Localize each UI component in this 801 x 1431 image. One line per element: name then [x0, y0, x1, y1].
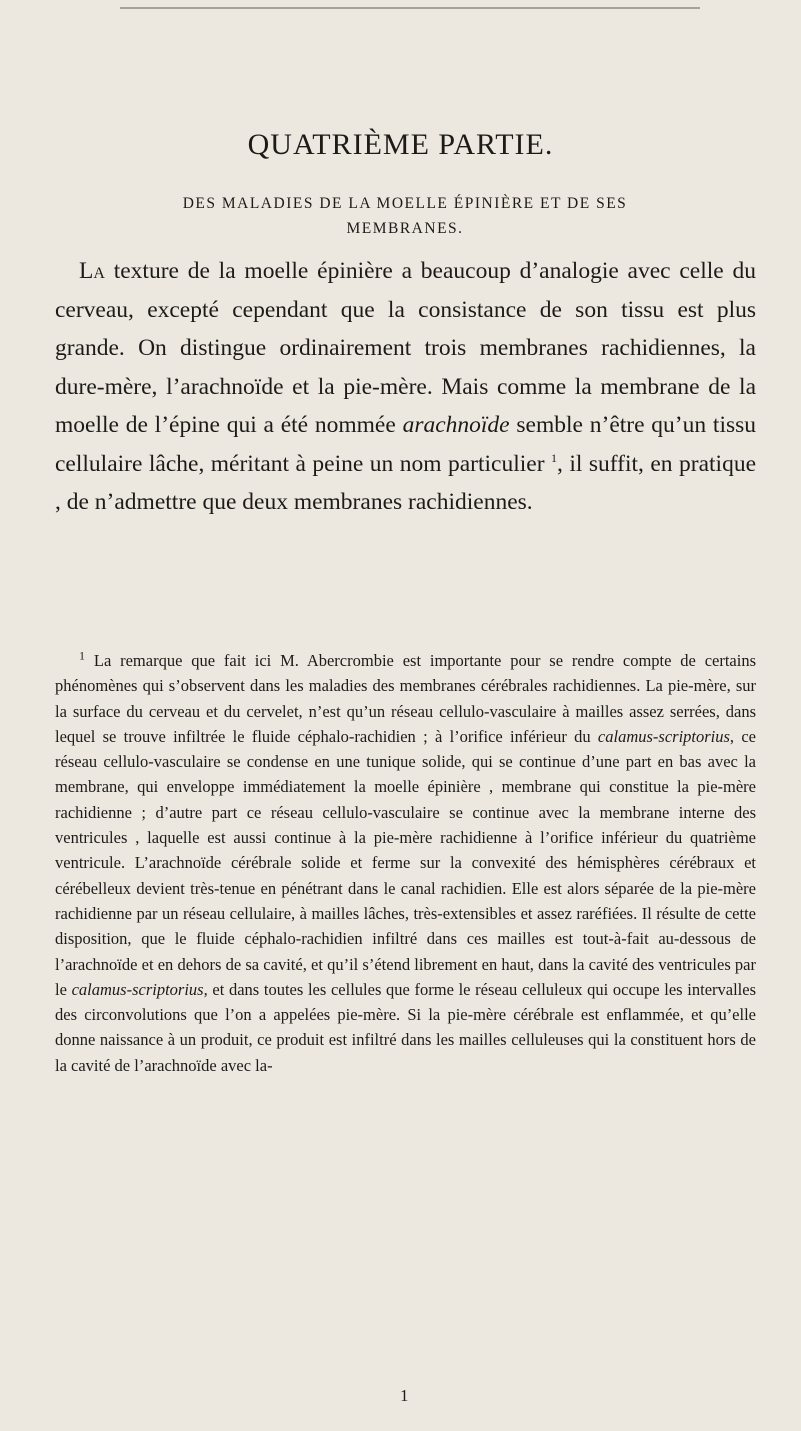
main-paragraph [55, 252, 756, 522]
top-rule [120, 7, 700, 9]
footnote-text-2: , ce réseau cellulo-vasculaire se condense en une tunique solide, qui se continue d’une part en bas avec la membrane, qui enveloppe immédiatement la moelle épinière , membrane qui constitue la pie-mère rachidienne ; d’autre part ce réseau cellulo-vasculaire se continue avec la membrane interne des ventricules , laquelle est aussi continue à la pie-mère rachidienne à l’orifice inférieur du quatrième ventricule. L’arachnoïde cérébrale solide et ferme sur la convexité des hémisphères cérébraux et cérébelleux devient très-tenue en pénétrant dans le canal rachidien. Elle est alors séparée de la pie-mère rachidienne par un réseau cellulaire, à mailles lâches, très-extensibles et assez raréfiées. Il résulte de cette disposition, que le fluide céphalo-rachidien infiltré dans ces mailles est tout-à-fait au-dessous de l’arachnoïde et en dehors de sa cavité, et qu’il s’étend librement en haut, dans la cavité des ventricules par le [55, 726, 756, 999]
footnote-text-1: La remarque que fait ici M. Abercrombie est importante pour se rendre compte de certains phénomènes qui s’observent dans les maladies des membranes cérébrales rachidiennes. La pie-mère, sur la surface du cerveau et du cervelet, n’est qu’un réseau cellulo-vasculaire à mailles assez serrées, dans lequel se trouve infiltrée le fluide céphalo-rachidien ; à l’orifice inférieur du [55, 651, 757, 746]
paragraph-italic-term: arachnoïde [402, 412, 510, 438]
footnote [55, 648, 756, 1078]
paragraph-text-2: semble n’être qu’un tissu cellulaire lâche, méritant à peine un nom particulier [55, 412, 757, 477]
subtitle-line-1: DES MALADIES DE LA MOELLE ÉPINIÈRE ET DE SES [182, 195, 628, 212]
part-title: QUATRIÈME PARTIE. [247, 128, 554, 161]
footnote-italic-2: calamus-scriptorius [71, 979, 204, 999]
footnote-reference: 1 [551, 450, 557, 465]
page-number: 1 [400, 1386, 409, 1405]
footnote-mark: 1 [79, 648, 85, 663]
dropcap: La [79, 258, 105, 284]
paragraph-text-3: , il suffit, en pratique , de n’admettre que deux membranes rachidiennes. [55, 450, 756, 515]
footnote-italic-1: calamus-scriptorius [597, 726, 730, 746]
paragraph-text-1: texture de la moelle épinière a beaucoup d’analogie avec celle du cerveau, excepté cependant que la consistance de son tissu est plus grande. On distingue ordinairement trois membranes rachidiennes, la dure-mère, l’arachnoïde et la pie-mère. Mais comme la membrane de la moelle de l’épine qui a été nommée [55, 258, 757, 438]
section-subtitle [60, 191, 750, 241]
footnote-text-3: , et dans toutes les cellules que forme le réseau celluleux qui occupe les intervalles des circonvolutions que l’on a appelées pie-mère. Si la pie-mère cérébrale est enflammée, et qu’elle donne naissance à un produit, ce produit est infiltré dans les mailles celluleuses qui la constituent hors de la cavité de l’arachnoïde avec la- [55, 979, 756, 1075]
subtitle-line-2: MEMBRANES. [346, 220, 464, 237]
